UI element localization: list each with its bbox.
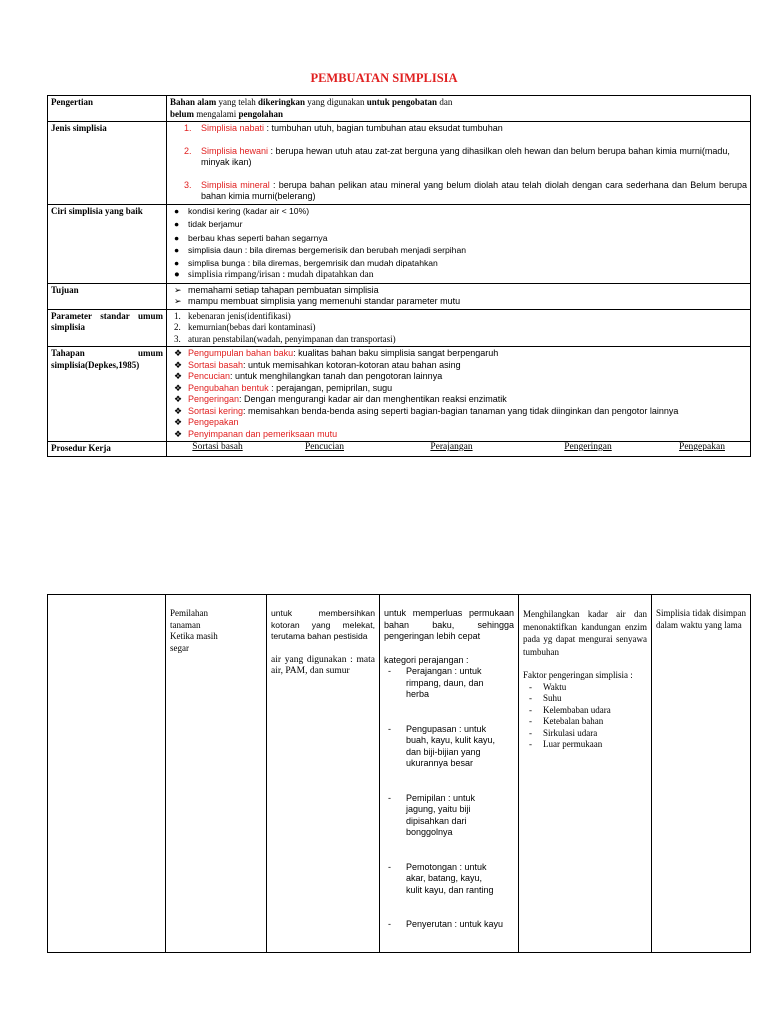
tahapan-name: Sortasi kering xyxy=(188,405,244,416)
diamond-bullet-icon: ❖ xyxy=(174,382,183,393)
tahapan-name: Penyimpanan dan pemeriksaan mutu xyxy=(188,428,338,439)
perajangan-item-text: Pemipilan : untuk jagung, yaitu biji dipisahkan dari bonggolnya xyxy=(406,792,476,837)
bullet-icon: ● xyxy=(174,257,180,268)
jenis-num: 1. xyxy=(184,123,192,133)
parameter-text: kebenaran jenis(identifikasi) xyxy=(188,310,291,321)
diamond-bullet-icon: ❖ xyxy=(174,359,183,370)
parameter-num: 3. xyxy=(174,333,181,344)
diamond-bullet-icon: ❖ xyxy=(174,394,183,404)
pengeringan-item: - Luar permukaan xyxy=(529,739,603,749)
pengertian-term-4: belum xyxy=(170,108,195,119)
sortasi-line: tanaman xyxy=(170,619,201,630)
tahapan-item xyxy=(170,417,747,429)
tahapan-name: Pengepakan xyxy=(188,417,239,427)
pengertian-text-3: dan xyxy=(437,97,453,107)
pengeringan-item: - Suhu xyxy=(529,693,562,703)
diamond-bullet-icon: ❖ xyxy=(174,371,183,381)
ciri-item xyxy=(170,245,747,257)
jenis-desc: : tumbuhan utuh, bagian tumbuhan atau eksudat tumbuhan xyxy=(264,123,503,133)
label-ciri: Ciri simplisia yang baik xyxy=(48,204,167,283)
pengeringan-item: - Waktu xyxy=(529,681,567,692)
tahapan-item xyxy=(170,371,747,383)
jenis-name: Simplisia mineral xyxy=(201,179,270,190)
pengeringan-item-text: Waktu xyxy=(543,681,567,692)
tahapan-item xyxy=(170,406,747,418)
parameter-text: aturan penstabilan(wadah, penyimpanan dan transportasi) xyxy=(188,333,396,344)
tahapan-name: Pengumpulan bahan baku xyxy=(188,348,294,358)
diamond-bullet-icon: ❖ xyxy=(174,348,183,358)
label-jenis: Jenis simplisia xyxy=(48,122,167,205)
parameter-text: kemurnian(bebas dari kontaminasi) xyxy=(188,322,316,332)
pengertian-term-3: untuk pengobatan xyxy=(366,97,438,107)
pengeringan-item-text: Sirkulasi udara xyxy=(543,727,598,738)
perajangan-item-text: Penyerutan : untuk kayu xyxy=(406,919,504,929)
ciri-text: simplisia rimpang/irisan : mudah dipatahkan dan xyxy=(188,270,374,280)
detail-sortasi xyxy=(166,595,267,953)
tahapan-item xyxy=(170,360,747,372)
pengeringan-item-text: Kelembaban udara xyxy=(543,704,611,715)
tujuan-list xyxy=(167,283,751,309)
jenis-desc: : berupa hewan utuh atau zat-zat berguna yang dihasilkan oleh hewan dan belum berupa bahan kimia murni(madu, minyak ikan) xyxy=(201,145,730,167)
ciri-text: simplisa bunga : bila diremas, bergemrisik dan mudah dipatahkan xyxy=(188,257,438,268)
pencucian-air: air yang digunakan : mata air, PAM, dan sumur xyxy=(271,654,375,676)
prosedur-steps xyxy=(167,442,751,457)
ciri-item xyxy=(170,270,747,282)
pencucian-text: untuk membersihkan kotoran yang melekat, terutama bahan pestisida xyxy=(271,608,375,641)
label-parameter: Parameter standar umum simplisia xyxy=(48,309,167,347)
diamond-bullet-icon: ❖ xyxy=(174,428,183,439)
pengeringan-item-text: Luar permukaan xyxy=(543,739,603,749)
jenis-desc: : berupa bahan pelikan atau mineral yang belum diolah atau telah diolah dengan cara sederhana dan Belum berupa bahan kimia murni(belerang) xyxy=(201,179,747,201)
perajangan-item: - Perajangan : untuk rimpang, daun, dan herba xyxy=(388,666,484,699)
label-prosedur: Prosedur Kerja xyxy=(48,442,167,457)
ciri-list xyxy=(167,204,751,283)
tahapan-name: Pengubahan bentuk xyxy=(188,382,269,393)
tahapan-desc: : untuk memisahkan kotoran-kotoran atau bahan asing xyxy=(243,359,461,370)
arrow-bullet-icon: ➢ xyxy=(174,284,182,295)
perajangan-item-text: Perajangan : untuk rimpang, daun, dan herba xyxy=(406,666,484,699)
label-tahapan: Tahapan umum simplisia(Depkes,1985) xyxy=(48,347,167,442)
detail-pengeringan xyxy=(519,595,652,953)
parameter-item xyxy=(170,311,747,323)
pengertian-text-4: mengalami xyxy=(194,108,239,119)
perajangan-item: - Pengupasan : untuk buah, kayu, kulit kayu, dan biji-bijian yang ukurannya besar xyxy=(388,723,496,768)
row-parameter xyxy=(48,309,751,347)
tahapan-desc: : kualitas bahan baku simplisia sangat berpengaruh xyxy=(293,348,499,358)
tujuan-item xyxy=(170,296,747,308)
parameter-item xyxy=(170,322,747,334)
summary-table xyxy=(47,95,751,457)
prosedur-step: Sortasi basah xyxy=(192,442,243,452)
tahapan-desc: : memisahkan benda-benda asing seperti bagian-bagian tanaman yang tidak diinginkan dan pengotor lainnya xyxy=(243,405,679,416)
label-tujuan: Tujuan xyxy=(48,283,167,309)
pengeringan-item-text: Ketebalan bahan xyxy=(543,716,604,726)
row-tahapan xyxy=(48,347,751,442)
arrow-bullet-icon: ➢ xyxy=(174,296,182,306)
tahapan-item xyxy=(170,429,747,441)
perajangan-item: - Penyerutan : untuk kayu xyxy=(388,919,504,929)
label-pengertian: Pengertian xyxy=(48,96,167,122)
pengeringan-intro: Menghilangkan kadar air dan menonaktifkan kandungan enzim pada yg dapat mengurai senyawa tumbuhan xyxy=(523,609,647,657)
detail-pencucian xyxy=(267,595,380,953)
page-title: PEMBUATAN SIMPLISIA xyxy=(310,71,458,85)
ciri-item xyxy=(170,206,747,218)
parameter-num: 1. xyxy=(174,310,181,321)
jenis-name: Simplisia nabati xyxy=(201,123,265,133)
diamond-bullet-icon: ❖ xyxy=(174,405,183,416)
tahapan-desc: : perajangan, pemiprilan, sugu xyxy=(268,382,393,393)
tahapan-item xyxy=(170,383,747,395)
row-jenis xyxy=(48,122,751,205)
tujuan-text: mampu membuat simplisia yang memenuhi standar parameter mutu xyxy=(188,296,461,306)
detail-perajangan xyxy=(380,595,519,953)
tahapan-item xyxy=(170,394,747,406)
row-pengertian xyxy=(48,96,751,122)
tujuan-text: memahami setiap tahapan pembuatan simplisia xyxy=(188,284,379,295)
pengeringan-faktor: Faktor pengeringan simplisia : xyxy=(523,670,633,680)
pengertian-text-1: yang telah xyxy=(216,97,259,107)
tahapan-name: Sortasi basah xyxy=(188,359,244,370)
bullet-icon: ● xyxy=(174,270,180,280)
tahapan-name: Pencucian xyxy=(188,371,231,381)
prosedur-step: Pencucian xyxy=(304,442,345,452)
sortasi-line: Ketika masih xyxy=(170,631,218,641)
jenis-name: Simplisia hewani xyxy=(201,145,269,156)
perajangan-item: - Pemipilan : untuk jagung, yaitu biji dipisahkan dari bonggolnya xyxy=(388,792,476,837)
pengertian-term-5: pengolahan xyxy=(238,108,284,119)
ciri-item xyxy=(170,219,747,231)
tujuan-item xyxy=(170,285,747,297)
perajangan-intro: untuk memperluas permukaan bahan baku, sehingga pengeringan lebih cepat xyxy=(384,608,514,641)
perajangan-kategori: kategori perajangan : xyxy=(384,654,469,665)
jenis-num: 3. xyxy=(184,179,192,190)
ciri-text: simplisia daun : bila diremas bergemerisik dan berubah menjadi serpihan xyxy=(188,245,467,255)
tahapan-desc: : untuk menghilangkan tanah dan pengotoran lainnya xyxy=(230,371,443,381)
row-tujuan xyxy=(48,283,751,309)
prosedur-step: Perajangan xyxy=(430,442,473,452)
detail-empty-cell xyxy=(48,595,166,953)
ciri-text: berbau khas seperti bahan segarnya xyxy=(188,232,328,243)
jenis-num: 2. xyxy=(184,145,192,156)
sortasi-line: segar xyxy=(170,642,189,653)
jenis-list xyxy=(167,122,751,205)
detail-row xyxy=(48,595,751,953)
bullet-icon: ● xyxy=(174,232,180,243)
pengepakan-text: Simplisia tidak disimpan dalam waktu yang lama xyxy=(656,608,746,630)
jenis-item xyxy=(170,180,747,203)
tahapan-item xyxy=(170,348,747,360)
jenis-item xyxy=(170,146,747,169)
ciri-item xyxy=(170,233,747,245)
parameter-item xyxy=(170,334,747,346)
pengeringan-item: - Kelembaban udara xyxy=(529,704,611,715)
pengeringan-item-text: Suhu xyxy=(543,693,562,703)
pengeringan-item: - Ketebalan bahan xyxy=(529,716,604,726)
pengertian-term-1: Bahan alam xyxy=(170,97,217,107)
perajangan-item-text: Pemotongan : untuk akar, batang, kayu, kulit kayu, dan ranting xyxy=(406,861,494,895)
perajangan-item: - Pemotongan : untuk akar, batang, kayu, kulit kayu, dan ranting xyxy=(388,861,494,895)
bullet-icon: ● xyxy=(174,245,180,255)
pengeringan-item: - Sirkulasi udara xyxy=(529,727,598,738)
bullet-icon: ● xyxy=(174,205,180,216)
diamond-bullet-icon: ❖ xyxy=(174,417,183,427)
tahapan-name: Pengeringan xyxy=(188,394,240,404)
row-prosedur xyxy=(48,442,751,457)
pengertian-term-2: dikeringkan xyxy=(258,97,306,107)
row-ciri xyxy=(48,204,751,283)
sortasi-line: Pemilahan xyxy=(170,608,208,618)
perajangan-item-text: Pengupasan : untuk buah, kayu, kulit kayu, dan biji-bijian yang ukurannya besar xyxy=(406,723,496,768)
parameter-num: 2. xyxy=(174,322,181,332)
ciri-text: tidak berjamur xyxy=(188,219,243,229)
prosedur-step: Pengepakan xyxy=(679,442,725,452)
detail-table xyxy=(47,594,751,953)
prosedur-step: Pengeringan xyxy=(564,442,612,452)
pengertian-text xyxy=(167,96,751,122)
ciri-item xyxy=(170,258,747,270)
tahapan-list xyxy=(167,347,751,442)
tahapan-desc: : Dengan mengurangi kadar air dan menghentikan reaksi enzimatik xyxy=(239,394,507,404)
ciri-text: kondisi kering (kadar air < 10%) xyxy=(188,205,310,216)
pengertian-text-2: yang digunakan xyxy=(305,97,367,107)
jenis-item xyxy=(170,123,747,135)
detail-pengepakan xyxy=(652,595,751,953)
parameter-list xyxy=(167,309,751,347)
bullet-icon: ● xyxy=(174,219,180,229)
